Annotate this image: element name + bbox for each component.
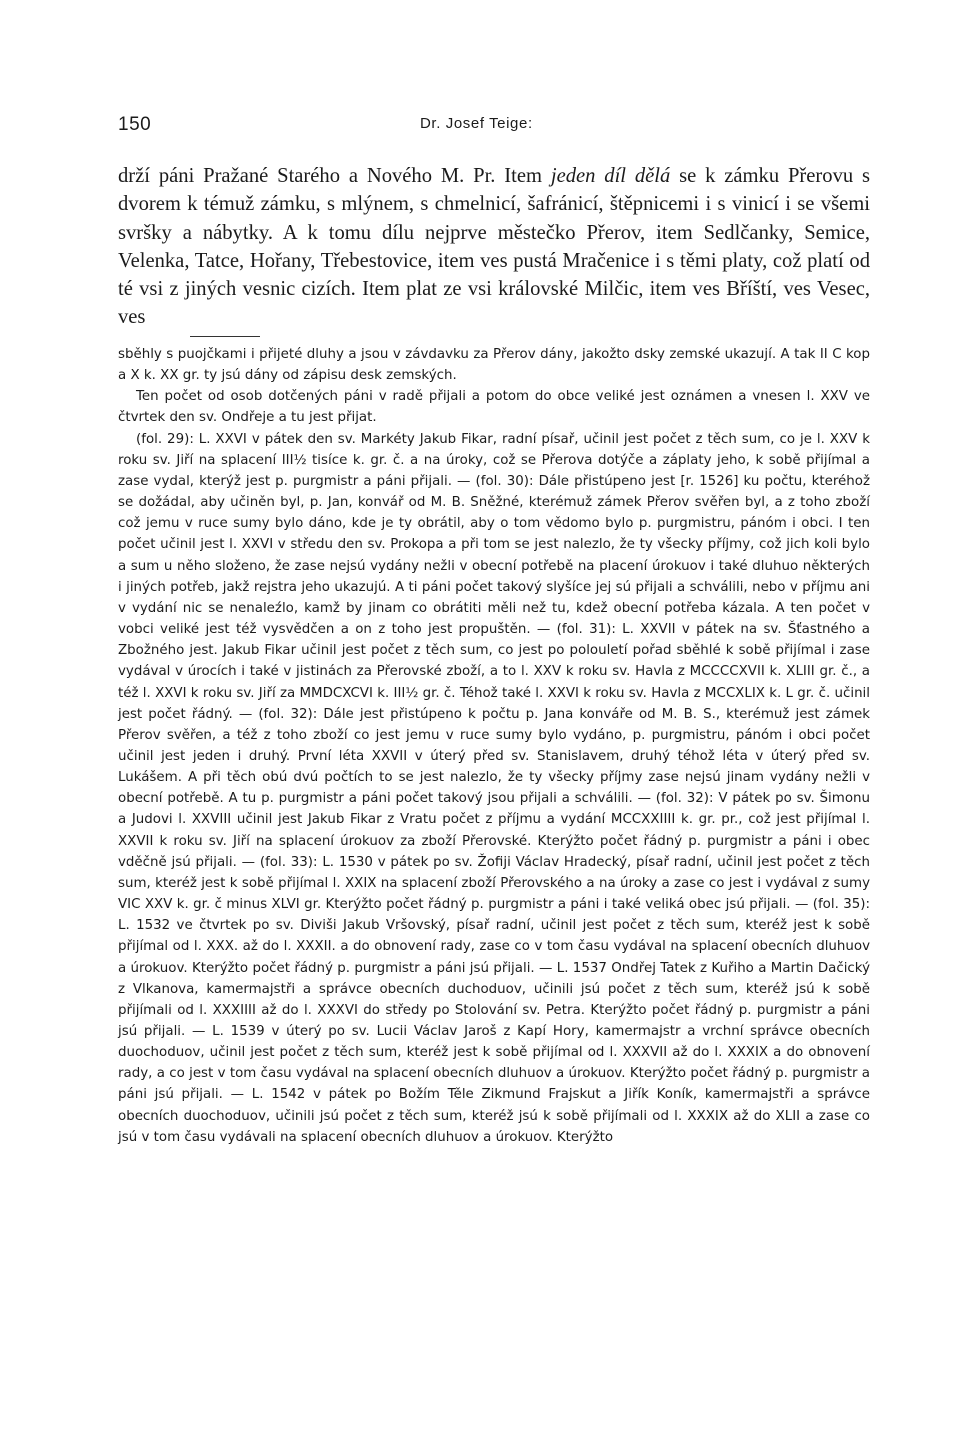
footnote	[118, 344, 870, 1148]
running-head: Dr. Josef Teige:	[420, 115, 533, 132]
main-text-part2: se k zámku Přerovu s dvorem k témuž zámku, s mlýnem, s chmelnicí, šafránicí, štěpnicemi i s vinicí i se všemi svršky a nábytky. A k tomu dílu nejprve městečko Přerov, item Sedlčanky, Semice, Velenka, Tatce, Hořany, Třebestovice, item ves pustá Mračenice i s těmi platy, což platí od té vsi z jiných vesnic cizích. Item plat ze vsi královské Milčic, item ves Bříští, ves Vesec, ves	[118, 165, 871, 329]
main-paragraph	[118, 162, 870, 332]
main-text-part1: drží páni Pražané Starého a Nového M. Pr. Item	[118, 165, 551, 187]
main-text-italic: jeden díl dělá	[550, 165, 671, 187]
footnote-paragraph-1: sběhly s puojčkami i přijeté dluhy a jsou v závdavku za Přerov dány, jakožto dsky zemské ukazují. A tak II C kop a X k. XX gr. ty jsú dány od zápisu desk zemských.	[118, 347, 870, 384]
footnote-divider	[190, 336, 260, 337]
page-header	[118, 114, 870, 144]
footnote-paragraph-2: Ten počet od osob dotčených páni v radě přijali a potom do obce veliké jest oznámen a vnesen l. XXV ve čtvrtek den sv. Ondřeje a tu jest přijat.	[118, 389, 870, 426]
page-number: 150	[118, 114, 152, 135]
main-text	[118, 162, 870, 332]
footnote-paragraph-3: (fol. 29): L. XXVI v pátek den sv. Markéty Jakub Fikar, radní písař, učinil jest počet z těch sum, co je l. XXV k roku sv. Jiří na splacení III½ tisíce k. gr. č. a na úroky, což se Přerova dotýče a záplaty jeho, k sobě přijímal a zase vydal, kterýž jest p. purgmistr a páni přijali. — (fol. 30): Dále přistúpeno jest [r. 1526] ku počtu, kteréhož se dožádal, aby učiněn byl, p. Jan, konvář od M. B. Sněžné, kterémuž zámek Přerov svěřen byl, a z toho zboží což jemu v ruce sumy bylo dáno, kde je ty obrátil, aby o tom vědomo bylo p. purgmistru, pánóm i obci. I ten počet učinil jest l. XXVI v středu den sv. Prokopa a při tom se jest nalezlo, že ty všecky příjmy, což jich koli bylo a sum u něho složeno, že zase nejsú vydány nežli v obecní potřebě na placení úrokuov i také dluhuo některých i jiných potřeb, jakž rejstra jeho ukazujú. A ti páni počet takový slyšíce jej sú přijali a schválili, nebo v příjmu ani v vydání nic se nenaleźlo, kamž by jinam co obrátiti měli než tu, kdež obecní potřeba kázala. A ten počet v vobci veliké jest též vysvědčen a on z toho jest propuštěn. — (fol. 31): L. XXVII v pátek na sv. Šťastného a Zbožného jest. Jakub Fikar učinil jest počet z těch sum, co jest po polouletí pořad sběhlé k sobě přijímal i zase vydával v úrocích i také v jistinách za Přerovské zboží, a to l. XXV k roku sv. Havla z MCCCCXVII k. XLIII gr. č., a též l. XXVI k roku sv. Jiří za MMDCXCVI k. III½ gr. č. Téhož také l. XXVI k roku sv. Havla z MCCXLIX k. L gr. č. učinil jest počet řádný. — (fol. 32): Dále jest přistúpeno k počtu p. Jana konváře od M. B. S., kterémuž jest zámek Přerov svěřen, a též z toho zboží co jest jemu v ruce sumy bylo vydáno, p. purgmistru, pánóm i obci počet učinil jest jeden i druhý. První léta XXVII v úterý před sv. Stanislavem, druhý téhož léta v úterý před sv. Lukášem. A při těch obú dvú počtích to se jest nalezlo, že ty všecky příjmy zase nejsú jinam vydány nežli v obecní potřebě. A tu p. purgmistr a páni počet takový jsou přijali a schválili. — (fol. 32): V pátek po sv. Šimonu a Judovi l. XXVIII učinil jest Jakub Fikar z Vratu počet z příjmu a vydání MCCXXIIII k. gr. pr., což jest přijímal l. XXVII k roku sv. Jiří na splacení úrokuov za zboží Přerovské. Kterýžto počet řádný p. purgmistr a páni i obec vděčně jsú přijali. — (fol. 33): L. 1530 v pátek po sv. Žofiji Václav Hradecký, písař radní, učinil jest počet z těch sum, kteréž jest k sobě přijímal l. XXIX na splacení zboží Přerovského a na úroky a zase co jest i vydával z sumy VIC XXV k. gr. č minus XLVI gr. Kterýžto počet řádný p. purgmistr a páni i také veliká obec jsú přijali. — (fol. 35): L. 1532 ve čtvrtek po sv. Diviši Jakub Vršovský, písař radní, učinil jest počet z těch sum, kteréž jest k sobě přijímal od l. XXX. až do l. XXXII. a do obnovení rady, zase co v tom času vydával na splacení obecních dluhuov a úrokuov. Kterýžto počet řádný p. purgmistr a páni jsú přijali. — L. 1537 Ondřej Tatek z Kuřiho a Martin Dačický z Vlkanova, kamermajstři a správce obecních duchoduov, učinili jsú počet z těch sum, kteréž jsú k sobě přijímali od l. XXXIIII až do l. XXXVI do středy po Stolování sv. Petra. Kterýžto počet řádný p. purgmistr a páni jsú přijali. — L. 1539 v úterý po sv. Lucii Václav Jaroš z Kapí Hory, kamermajstr a vrchní správce obecních duochoduov, učinil jest počet z těch sum, kteréž jest k sobě přijímal od l. XXXVII až do l. XXXIX a do obnovení rady, a co jest v tom času vydával na splacení obecních dluhuov a úrokuov. Kterýžto počet řádný p. purgmistr a páni jsú přijali. — L. 1542 v pátek po Božím Těle Zikmund Frajskut a Jiřík Koník, kamermajstři a správce obecních duochoduov, učinili jsú počet z těch sum, kteréž jsú k sobě přijímali od l. XXXIX až do XLII a zase co jsú v tom času vydávali na splacení obecních dluhuov a úrokuov. Kterýžto	[118, 431, 870, 1145]
